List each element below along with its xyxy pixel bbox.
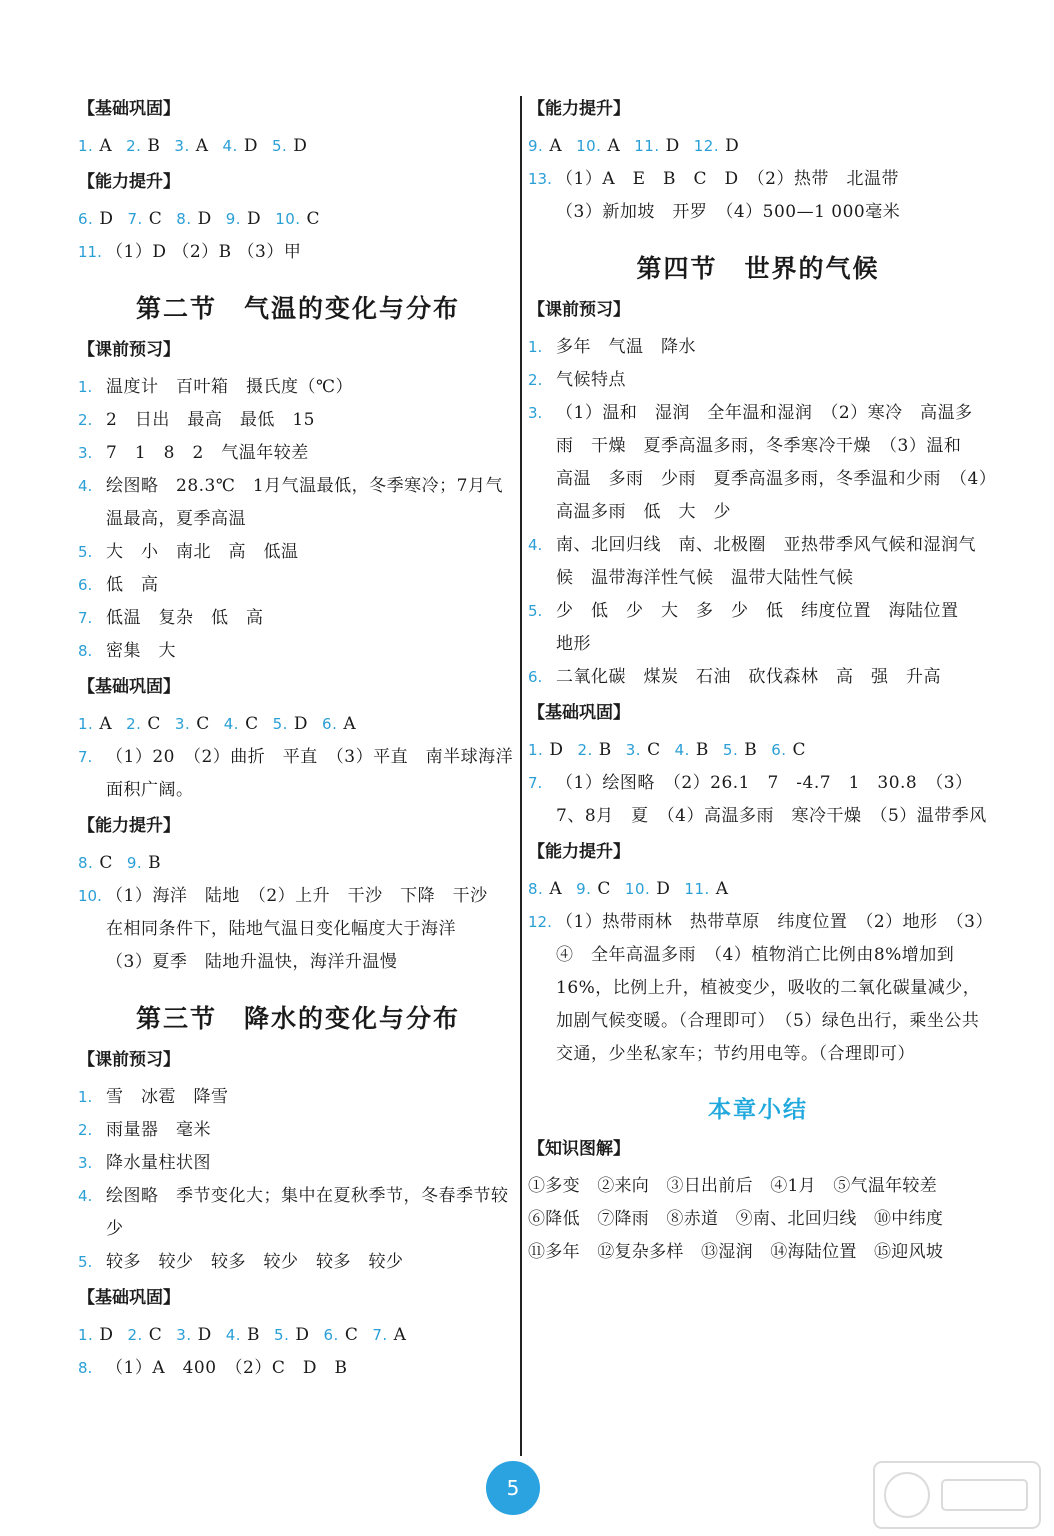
answer-choice: D — [665, 136, 680, 156]
answer-text: （1）热带雨林 热带草原 纬度位置 （2）地形 （3）④ 全年高温多雨 （4）植物消亡比例由8%增加到16%，比例上升，植被变少，吸收的二氧化碳量减少，加剧气候变暖。（合理即可） （5）绿色出行，乘坐公共交通，少坐私家车；节约用电等。（合理即可） — [556, 912, 985, 1064]
question-number: 4. — [674, 741, 690, 759]
question-number: 8. — [176, 210, 192, 228]
question-number: 3. — [174, 137, 190, 155]
question-number: 2. — [126, 715, 142, 733]
answer-choice: D — [656, 879, 671, 899]
question-number: 11. — [78, 243, 102, 261]
section-title: 第三节 降水的变化与分布 — [135, 1004, 460, 1033]
answer-choice: B — [744, 740, 758, 760]
question-number: 9. — [126, 854, 143, 872]
answer-item — [78, 569, 518, 602]
right-column — [528, 90, 988, 1269]
section-heading: 【基础巩固】 — [528, 703, 630, 723]
question-number: 4. — [225, 1326, 242, 1344]
answer-choice: D — [295, 1325, 310, 1345]
answer-item — [528, 364, 988, 397]
answer-choice: C — [245, 714, 259, 734]
answer-text: （1）温和 湿润 全年温和湿润 （2）寒冷 高温多雨 干燥 夏季高温多雨，冬季寒冷干燥 （3）温和 高温 多雨 少雨 夏季高温多雨，冬季温和少雨 （4）高温多雨 低 大 少 — [556, 403, 988, 522]
answer-text: 较多 较少 较多 较少 较多 较少 — [106, 1252, 404, 1272]
answer-choice: A — [607, 136, 621, 156]
section-heading: 【能力提升】 — [528, 842, 630, 862]
section-heading: 【知识图解】 — [528, 1139, 630, 1159]
question-number: 4. — [223, 715, 240, 733]
answer-choice: B — [695, 740, 709, 760]
question-number: 5. — [722, 741, 739, 759]
answer-line — [528, 130, 988, 163]
answer-line — [528, 734, 988, 767]
question-number: 7. — [372, 1326, 388, 1344]
question-number: 7. — [78, 748, 93, 766]
answer-text: 低 高 — [106, 575, 159, 595]
answer-line — [78, 708, 518, 741]
left-column — [78, 90, 518, 1385]
question-number: 2. — [127, 1326, 143, 1344]
question-number: 4. — [78, 477, 93, 495]
answer-text: 绘图略 季节变化大；集中在夏秋季节，冬春季节较少 — [106, 1186, 509, 1239]
knowledge-map-line: ⑥降低 ⑦降雨 ⑧赤道 ⑨南、北回归线 ⑩中纬度 — [528, 1209, 944, 1229]
question-number: 5. — [272, 715, 288, 733]
question-number: 11. — [634, 137, 660, 155]
question-number: 5. — [528, 602, 543, 620]
answer-text: 2 日出 最高 最低 15 — [106, 410, 315, 430]
answer-line — [528, 873, 988, 906]
answer-choice: C — [147, 714, 161, 734]
question-number: 4. — [78, 1187, 93, 1205]
answer-text: 低温 复杂 低 高 — [106, 608, 264, 628]
answer-text: 雪 冰雹 降雪 — [106, 1087, 229, 1107]
watermark-logo — [872, 1460, 1042, 1530]
answer-text: （1）D （2）B （3）甲 — [106, 242, 302, 262]
answer-choice: C — [148, 1325, 163, 1345]
question-number: 5. — [271, 137, 288, 155]
question-number: 9. — [576, 880, 592, 898]
answer-choice: C — [647, 740, 661, 760]
answer-text: 绘图略 28.3℃ 1月气温最低，冬季寒冷；7月气温最高，夏季高温 — [106, 476, 503, 529]
question-number: 10. — [275, 210, 301, 228]
answer-line — [78, 203, 518, 236]
answer-text: 温度计 百叶箱 摄氏度（℃） — [106, 377, 354, 397]
answer-item — [78, 635, 518, 668]
answer-line — [78, 130, 518, 163]
question-number: 4. — [528, 536, 543, 554]
answer-item — [78, 880, 518, 913]
question-number: 10. — [624, 880, 651, 898]
answer-item — [528, 163, 988, 196]
question-number: 6. — [528, 668, 543, 686]
question-number: 3. — [528, 404, 543, 422]
section-title: 第二节 气温的变化与分布 — [135, 294, 460, 323]
question-number: 6. — [78, 210, 94, 228]
answer-text: 降水量柱状图 — [106, 1153, 211, 1173]
answer-item — [78, 1246, 518, 1279]
question-number: 2. — [528, 371, 543, 389]
answer-choice: D — [293, 136, 308, 156]
answer-continuation: （3）夏季 陆地升温快，海洋升温慢 — [106, 952, 398, 972]
answer-item — [78, 1147, 518, 1180]
section-heading: 【基础巩固】 — [78, 99, 180, 119]
answer-item — [78, 1180, 518, 1246]
knowledge-map-line: ①多变 ②来向 ③日出前后 ④1月 ⑤气温年较差 — [528, 1176, 938, 1196]
question-number: 8. — [78, 854, 94, 872]
answer-choice: C — [196, 714, 210, 734]
answer-choice: D — [197, 209, 212, 229]
section-heading: 【能力提升】 — [78, 172, 180, 192]
question-number: 1. — [528, 741, 544, 759]
question-number: 7. — [127, 210, 143, 228]
knowledge-map-line: ⑪多年 ⑫复杂多样 ⑬湿润 ⑭海陆位置 ⑮迎风坡 — [528, 1242, 944, 1262]
question-number: 2. — [78, 411, 93, 429]
answer-choice: D — [293, 714, 309, 734]
question-number: 5. — [78, 543, 93, 561]
question-number: 3. — [78, 1154, 93, 1172]
answer-continuation: 在相同条件下，陆地气温日变化幅度大于海洋 — [106, 919, 456, 939]
answer-item — [528, 906, 988, 1071]
section-heading: 【课前预习】 — [528, 300, 630, 320]
answer-line — [78, 847, 518, 880]
question-number: 2. — [78, 1121, 93, 1139]
answer-choice: C — [148, 209, 163, 229]
answer-choice: C — [344, 1325, 359, 1345]
question-number: 10. — [576, 137, 602, 155]
question-number: 13. — [528, 170, 552, 188]
answer-choice: D — [243, 136, 258, 156]
question-number: 6. — [78, 576, 93, 594]
answer-choice: A — [343, 714, 357, 734]
question-number: 8. — [78, 642, 93, 660]
question-number: 3. — [174, 715, 191, 733]
page-number-badge: 5 — [486, 1461, 540, 1515]
question-number: 7. — [78, 609, 93, 627]
answer-text: 大 小 南北 高 低温 — [106, 542, 299, 562]
answer-choice: D — [725, 136, 740, 156]
answer-text: （1）绘图略 （2）26.1 7 -4.7 1 30.8 （3）7、8月 夏 （4）高温多雨 寒冷干燥 （5）温带季风 — [556, 773, 987, 826]
answer-choice: B — [147, 136, 161, 156]
question-number: 8. — [528, 880, 544, 898]
answer-choice: B — [247, 1325, 261, 1345]
answer-item — [528, 529, 988, 595]
answer-text: 南、北回归线 南、北极圈 亚热带季风气候和湿润气候 温带海洋性气候 温带大陆性气候 — [556, 535, 976, 588]
answer-choice: B — [148, 853, 162, 873]
answer-text: 密集 大 — [106, 641, 176, 661]
answer-item — [78, 371, 518, 404]
answer-choice: A — [549, 879, 563, 899]
answer-item — [528, 767, 988, 833]
question-number: 6. — [322, 715, 338, 733]
answer-choice: A — [99, 136, 113, 156]
answer-choice: A — [549, 136, 563, 156]
question-number: 1. — [528, 338, 543, 356]
answer-choice: B — [598, 740, 612, 760]
question-number: 6. — [323, 1326, 339, 1344]
answer-text: （1）20 （2）曲折 平直 （3）平直 南半球海洋面积广阔。 — [106, 747, 514, 800]
answer-text: 二氧化碳 煤炭 石油 砍伐森林 高 强 升高 — [556, 667, 941, 687]
question-number: 1. — [78, 1088, 93, 1106]
answer-item — [528, 595, 988, 661]
answer-item — [78, 470, 518, 536]
question-number: 9. — [528, 137, 544, 155]
question-number: 3. — [78, 444, 93, 462]
answer-text: （1）A 400 （2）C D B — [106, 1358, 348, 1378]
section-heading: 【基础巩固】 — [78, 1288, 180, 1308]
question-number: 3. — [625, 741, 642, 759]
answer-item — [528, 397, 988, 529]
answer-choice: D — [247, 209, 262, 229]
answer-item — [78, 1114, 518, 1147]
question-number: 4. — [222, 137, 238, 155]
question-number: 12. — [528, 913, 552, 931]
question-number: 6. — [771, 741, 787, 759]
question-number: 11. — [684, 880, 710, 898]
answer-item — [78, 602, 518, 635]
answer-choice: D — [99, 209, 114, 229]
answer-item — [528, 331, 988, 364]
answer-text: （1）海洋 陆地 （2）上升 干沙 下降 干沙 — [106, 886, 488, 906]
answer-choice: A — [715, 879, 729, 899]
column-divider — [520, 96, 522, 1456]
answer-choice: A — [393, 1325, 407, 1345]
answer-item — [78, 437, 518, 470]
answer-choice: C — [597, 879, 611, 899]
section-heading: 【课前预习】 — [78, 340, 180, 360]
answer-choice: D — [99, 1325, 114, 1345]
section-heading: 【能力提升】 — [528, 99, 630, 119]
chapter-summary-title: 本章小结 — [708, 1097, 808, 1123]
answer-text: 雨量器 毫米 — [106, 1120, 211, 1140]
answer-choice: C — [306, 209, 321, 229]
answer-text: 多年 气温 降水 — [556, 337, 696, 357]
question-number: 5. — [274, 1326, 290, 1344]
answer-choice: D — [549, 740, 564, 760]
question-number: 2. — [126, 137, 142, 155]
answer-text: 7 1 8 2 气温年较差 — [106, 443, 309, 463]
question-number: 10. — [78, 887, 102, 905]
section-heading: 【基础巩固】 — [78, 677, 180, 697]
answer-choice: D — [197, 1325, 212, 1345]
answer-text: 气候特点 — [556, 370, 626, 390]
section-heading: 【课前预习】 — [78, 1050, 180, 1070]
question-number: 2. — [577, 741, 593, 759]
question-number: 1. — [78, 378, 93, 396]
question-number: 9. — [225, 210, 242, 228]
question-number: 5. — [78, 1253, 93, 1271]
section-heading: 【能力提升】 — [78, 816, 180, 836]
answer-choice: C — [99, 853, 113, 873]
answer-continuation: （3）新加坡 开罗 （4）500—1 000毫米 — [556, 202, 901, 222]
answer-choice: A — [99, 714, 113, 734]
question-number: 7. — [528, 774, 543, 792]
question-number: 12. — [693, 137, 720, 155]
question-number: 8. — [78, 1359, 93, 1377]
answer-text: 少 低 少 大 多 少 低 纬度位置 海陆位置 地形 — [556, 601, 976, 654]
answer-item — [528, 661, 988, 694]
answer-choice: A — [195, 136, 209, 156]
answer-choice: C — [792, 740, 807, 760]
answer-item — [78, 404, 518, 437]
answer-line — [78, 1319, 518, 1352]
answer-item — [78, 741, 518, 807]
question-number: 1. — [78, 715, 94, 733]
answer-item — [78, 536, 518, 569]
question-number: 3. — [176, 1326, 192, 1344]
question-number: 1. — [78, 137, 94, 155]
section-title: 第四节 世界的气候 — [636, 254, 880, 283]
answer-item — [78, 1352, 518, 1385]
answer-text: （1）A E B C D （2）热带 北温带 — [556, 169, 899, 189]
question-number: 1. — [78, 1326, 94, 1344]
answer-item — [78, 236, 518, 269]
answer-item — [78, 1081, 518, 1114]
